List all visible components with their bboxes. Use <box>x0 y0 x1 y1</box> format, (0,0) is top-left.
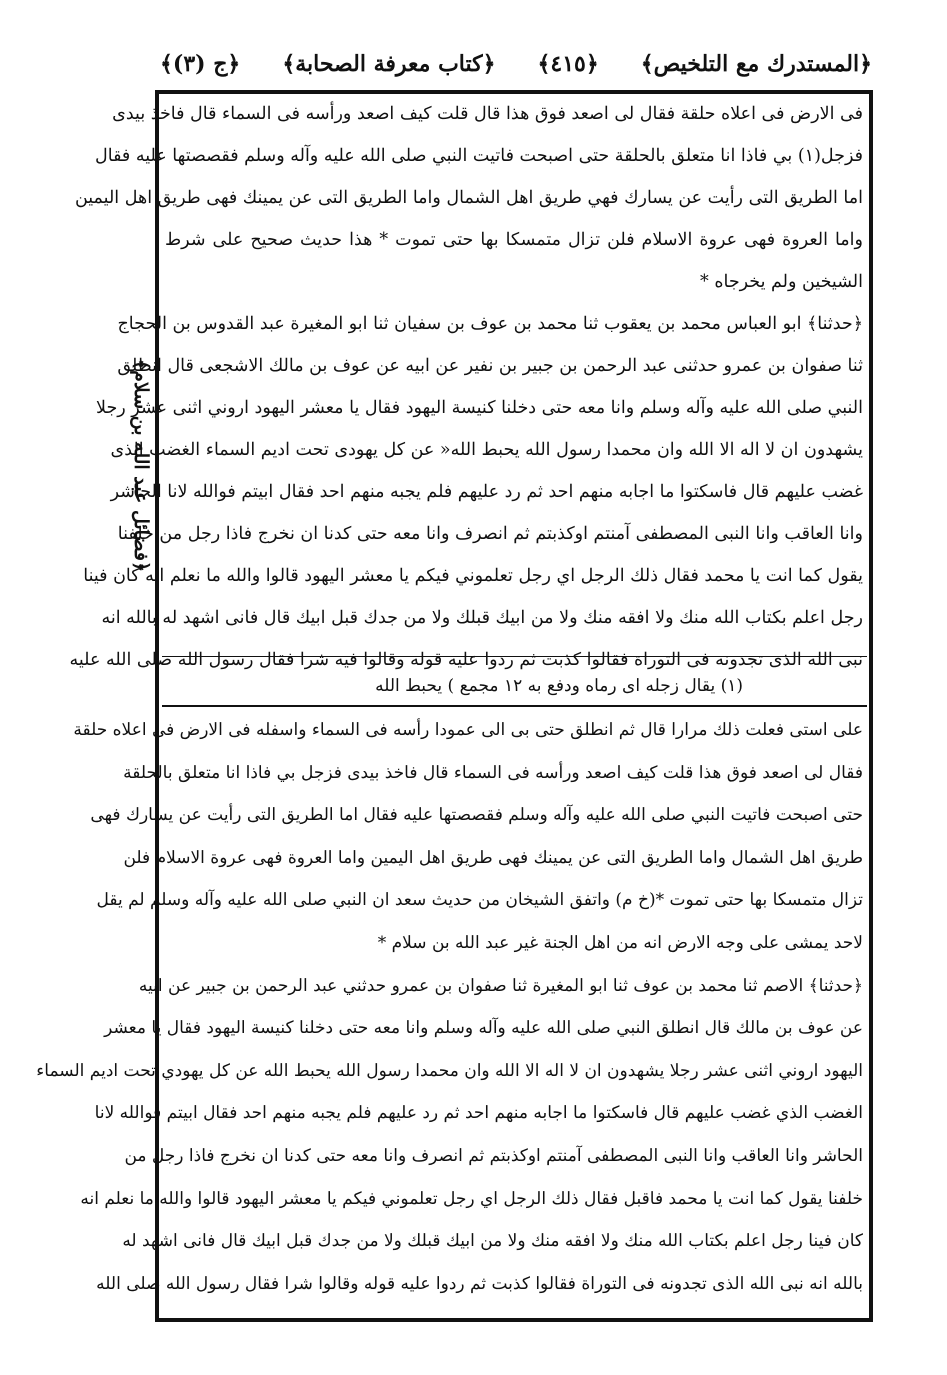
header-chapter-title: ﴿كتاب معرفة الصحابة﴾ <box>282 51 496 77</box>
page-header <box>160 38 872 90</box>
text-line: يقول كما انت يا محمد فقال ذلك الرجل اي رجل تعلموني فيكم يا معشر اليهود قالوا والله ما نعلم انه كان فينا <box>83 566 863 586</box>
text-line: يشهدون ان لا اله الا الله وان محمدا رسول الله يحبط الله« عن كل يهودى تحت اديم السماء الغضب الذى <box>110 440 863 460</box>
footnote-divider <box>162 656 867 657</box>
text-line: ثنا صفوان بن عمرو حدثنى عبد الرحمن بن جبير بن نفير عن ابيه عن عوف بن مالك الاشجعى قال انطلق <box>117 356 863 376</box>
text-line: غضب عليهم قال فاسكتوا ما اجابه منهم احد ثم رد عليهم فلم يجبه منهم احد فقال ابيتم فوالله لانا الحاشر <box>110 482 863 502</box>
text-line: النبي صلى الله عليه وآله وسلم وانا معه حتى دخلنا كنيسة اليهود فقال يا معشر اليهود اروني اثنى عشر رجلا <box>96 398 863 418</box>
text-line: تزال متمسكا بها حتى تموت *(خ م) واتفق الشيخان من حديث سعد ان النبي صلى الله عليه وآله وسلم لم يقل <box>96 890 863 911</box>
text-line: الغضب الذي غضب عليهم قال فاسكتوا ما اجابه منهم احد ثم رد عليهم فلم يجبه منهم احد فقال ابيتم فوالله لانا <box>94 1103 863 1124</box>
text-line: وانا العاقب وانا النبى المصطفى آمنتم اوكذبتم ثم انصرف وانا معه حتى كدنا ان نخرج فاذا رجل من خلفنا <box>117 524 863 544</box>
text-line: عن عوف بن مالك قال انطلق النبي صلى الله عليه وآله وسلم وانا معه حتى دخلنا كنيسة اليهود فقال يا معشر <box>104 1018 863 1039</box>
text-line: بالله انه نبى الله الذى تجدونه فى التوراة فقالوا كذبت ثم ردوا عليه قوله وقالوا شرا فقال رسول الله صلى الله <box>96 1273 863 1294</box>
text-line: رجل اعلم بكتاب الله منك ولا افقه منك ولا من ابيك قبلك ولا من جدك قبل ابيك قال فانى اشهد له بالله انه <box>101 608 863 628</box>
text-line: اليهود اروني اثنى عشر رجلا يشهدون ان لا اله الا الله وان محمدا رسول الله يحبط الله عن كل يهودي تحت اديم السماء <box>36 1060 863 1081</box>
text-line: اما الطريق التى رأيت عن يسارك فهي طريق اهل الشمال واما الطريق التى عن يمينك فهى طريق اهل اليمين <box>74 188 863 208</box>
text-line: كان فينا رجل اعلم بكتاب الله منك ولا افقه منك ولا من ابيك قبلك ولا من جدك قبل ابيك قال فانى اشهد له <box>122 1231 863 1252</box>
section-divider <box>162 705 867 707</box>
header-book-title: ﴿المستدرك مع التلخيص﴾ <box>640 51 872 77</box>
margin-note: ﴿فضائل عبد الله بن سلام﴾ <box>130 358 152 572</box>
text-line: حتى اصبحت فاتيت النبي صلى الله عليه وآله وسلم فقصصتها عليه فقال اما الطريق التى رأيت عن يسارك فهى <box>90 805 863 826</box>
text-line: لاحد يمشى على وجه الارض انه من اهل الجنة غير عبد الله بن سلام * <box>377 932 863 953</box>
footnote: (١) يقال زجله اى رماه ودفع به ١٢ مجمع ) يحبط الله <box>375 676 743 696</box>
text-line: فقال لى اصعد فوق هذا قلت كيف اصعد ورأسه فى السماء قال فاخذ بيدى فزجل بي فاذا انا متعلق بالحلقة <box>123 762 863 783</box>
header-volume: ﴿ج (٣)﴾ <box>160 51 241 77</box>
text-line: ﴿حدثنا﴾ ابو العباس محمد بن يعقوب ثنا محمد بن عوف بن سفيان ثنا ابو المغيرة عبد القدوس بن الحجاج <box>117 314 863 334</box>
text-line: فى الارض فى اعلاه حلقة فقال لى اصعد فوق هذا قال قلت كيف اصعد ورأسه فى السماء قال فاخذ بيدى <box>112 104 863 124</box>
text-line: خلفنا يقول كما انت يا محمد فاقبل فقال ذلك الرجل اي رجل تعلموني فيكم يا معشر اليهود قالوا والله ما نعلم انه <box>80 1188 863 1209</box>
header-page-number: ﴿٤١٥﴾ <box>537 51 599 77</box>
lower-text-block <box>36 709 863 1305</box>
text-line: طريق اهل الشمال واما الطريق التى عن يمينك فهى طريق اهل اليمين واما العروة فهى عروة الاسلام فلن <box>123 847 863 868</box>
text-line: ﴿حدثنا﴾ الاصم ثنا محمد بن عوف ثنا ابو المغيرة ثنا صفوان بن عمرو حدثني عبد الرحمن بن جبير عن ابيه <box>138 975 863 996</box>
text-line: الحاشر وانا العاقب وانا النبى المصطفى آمنتم اوكذبتم ثم انصرف وانا معه حتى كدنا ان نخرج فاذا رجل من <box>124 1145 863 1166</box>
text-line: واما العروة فهى عروة الاسلام فلن تزال متمسكا بها حتى تموت * هذا حديث صحيح على شرط <box>165 230 863 250</box>
text-line: الشيخين ولم يخرجاه * <box>700 272 863 292</box>
text-line: فزجل(١) بي فاذا انا متعلق بالحلقة حتى اصبحت فاتيت النبي صلى الله عليه وآله وسلم فقصصتها عليه فقال <box>95 146 863 166</box>
text-line: نبى الله الذى تجدونه فى التوراة فقالوا كذبت ثم ردوا عليه قوله وقالوا فيه شرا فقال رسول الله صلى الله عليه <box>69 650 863 670</box>
text-line: على استى فعلت ذلك مرارا قال ثم انطلق حتى بى الى عمودا رأسه فى السماء واسفله فى الارض فى اعلاه حلقة <box>73 720 863 740</box>
